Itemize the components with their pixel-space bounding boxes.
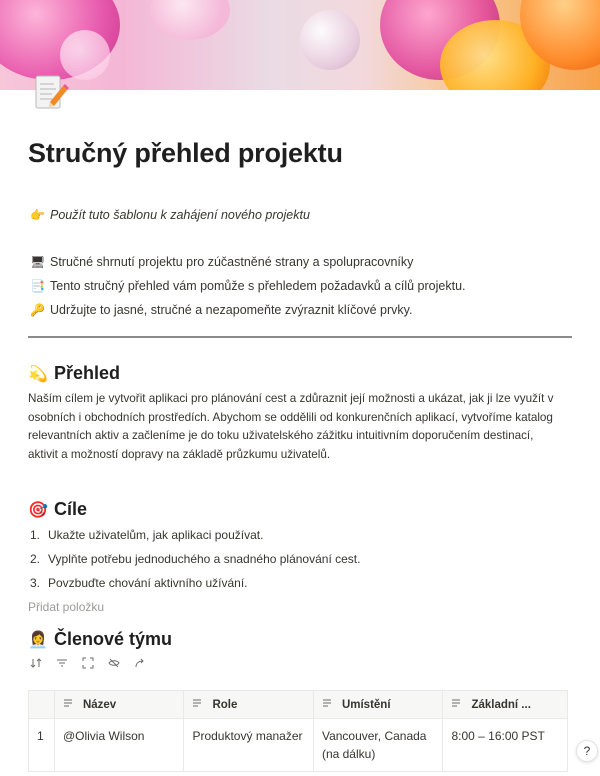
page-cover-image[interactable] <box>0 0 600 90</box>
list-item-text: Vyplňte potřebu jednoduchého a snadného plánování cest. <box>48 552 361 566</box>
list-item-text: Povzbuďte chování aktivního užívání. <box>48 576 248 590</box>
intro-line-text: Stručné shrnutí projektu pro zúčastněné strany a spolupracovníky <box>50 255 414 269</box>
intro-line-text: Udržujte to jasné, stručné a nezapomeňte zvýraznit klíčové prvky. <box>50 303 413 317</box>
heading-text: Cíle <box>54 499 88 519</box>
callout-text: Použít tuto šablonu k zahájení nového projektu <box>50 208 310 222</box>
intro-line[interactable] <box>30 303 412 317</box>
intro-line[interactable] <box>30 255 413 269</box>
list-number: 2. <box>30 552 41 566</box>
page-title[interactable]: Stručný přehled projektu <box>28 138 343 168</box>
role-cell[interactable]: Produktový manažer <box>184 719 314 771</box>
heading-text: Přehled <box>54 363 121 383</box>
cover-blob <box>300 10 360 70</box>
column-header[interactable] <box>184 691 314 718</box>
target-icon: 🎯 <box>28 501 48 519</box>
table-header-row <box>29 691 567 719</box>
computer-icon: 🖥 <box>30 255 46 269</box>
key-icon: 🔑 <box>30 303 45 317</box>
column-header-label: Umístění <box>341 698 391 711</box>
heading-text: Členové týmu <box>54 629 173 649</box>
list-number: 3. <box>30 576 41 590</box>
cover-blob <box>150 0 230 40</box>
memo-icon[interactable] <box>30 72 72 114</box>
row-index-header <box>29 691 55 718</box>
share-icon[interactable] <box>134 657 160 673</box>
column-header[interactable] <box>443 691 567 718</box>
table-row[interactable] <box>29 719 567 772</box>
help-button[interactable]: ? <box>576 740 598 762</box>
text-property-icon <box>451 698 463 711</box>
team-table <box>28 690 568 772</box>
intro-line-text: Tento stručný přehled vám pomůže s přehledem požadavků a cílů projektu. <box>50 279 466 293</box>
template-callout[interactable] <box>30 208 310 222</box>
column-header-label: Název <box>82 698 117 711</box>
column-header-label: Role <box>212 698 238 711</box>
divider <box>28 336 572 338</box>
name-cell[interactable]: @Olivia Wilson <box>55 719 185 771</box>
database-toolbar <box>30 657 160 673</box>
row-index: 1 <box>29 719 55 771</box>
section-heading-team[interactable] <box>28 629 172 650</box>
text-property-icon <box>192 698 204 711</box>
bookmark-tabs-icon: 📑 <box>30 279 45 293</box>
list-item-text: Ukažte uživatelům, jak aplikaci používat. <box>48 528 264 542</box>
list-number: 1. <box>30 528 41 542</box>
add-item-button[interactable]: Přidat položku <box>28 600 105 614</box>
dizzy-icon: 💫 <box>28 365 48 383</box>
intro-line[interactable] <box>30 279 466 293</box>
sort-icon[interactable] <box>30 657 56 673</box>
pointing-hand-icon: 👉 <box>30 208 45 222</box>
text-property-icon <box>63 698 75 711</box>
overview-paragraph[interactable]: Naším cílem je vytvořit aplikaci pro plánování cest a zdůraznit její možnosti a ukázat, jak ji lze využít v osobních i obchodních prostředích. Abychom se oddělili od konkurenčních aplikací, vytvoříme katalog relevantních aktiv a začleníme je do toku uživatelského zážitku intuitivním doporučením destinací, aktivit a možností dopravy na základě průzkumu uživatelů. <box>28 392 554 461</box>
layout-icon[interactable] <box>82 657 108 673</box>
hide-icon[interactable] <box>108 657 134 673</box>
column-header[interactable] <box>55 691 185 718</box>
section-heading-overview[interactable] <box>28 363 120 384</box>
section-heading-goals[interactable] <box>28 499 87 520</box>
text-property-icon <box>322 698 334 711</box>
list-item[interactable] <box>30 528 263 542</box>
office-worker-icon: 👩‍💼 <box>28 631 48 649</box>
filter-icon[interactable] <box>56 657 82 673</box>
location-cell[interactable]: Vancouver, Canada (na dálku) <box>314 719 444 771</box>
hours-cell[interactable]: 8:00 – 16:00 PST <box>451 729 545 743</box>
column-header[interactable] <box>314 691 444 718</box>
list-item[interactable] <box>30 552 360 566</box>
list-item[interactable] <box>30 576 248 590</box>
column-header-label: Základní ... <box>471 698 531 711</box>
